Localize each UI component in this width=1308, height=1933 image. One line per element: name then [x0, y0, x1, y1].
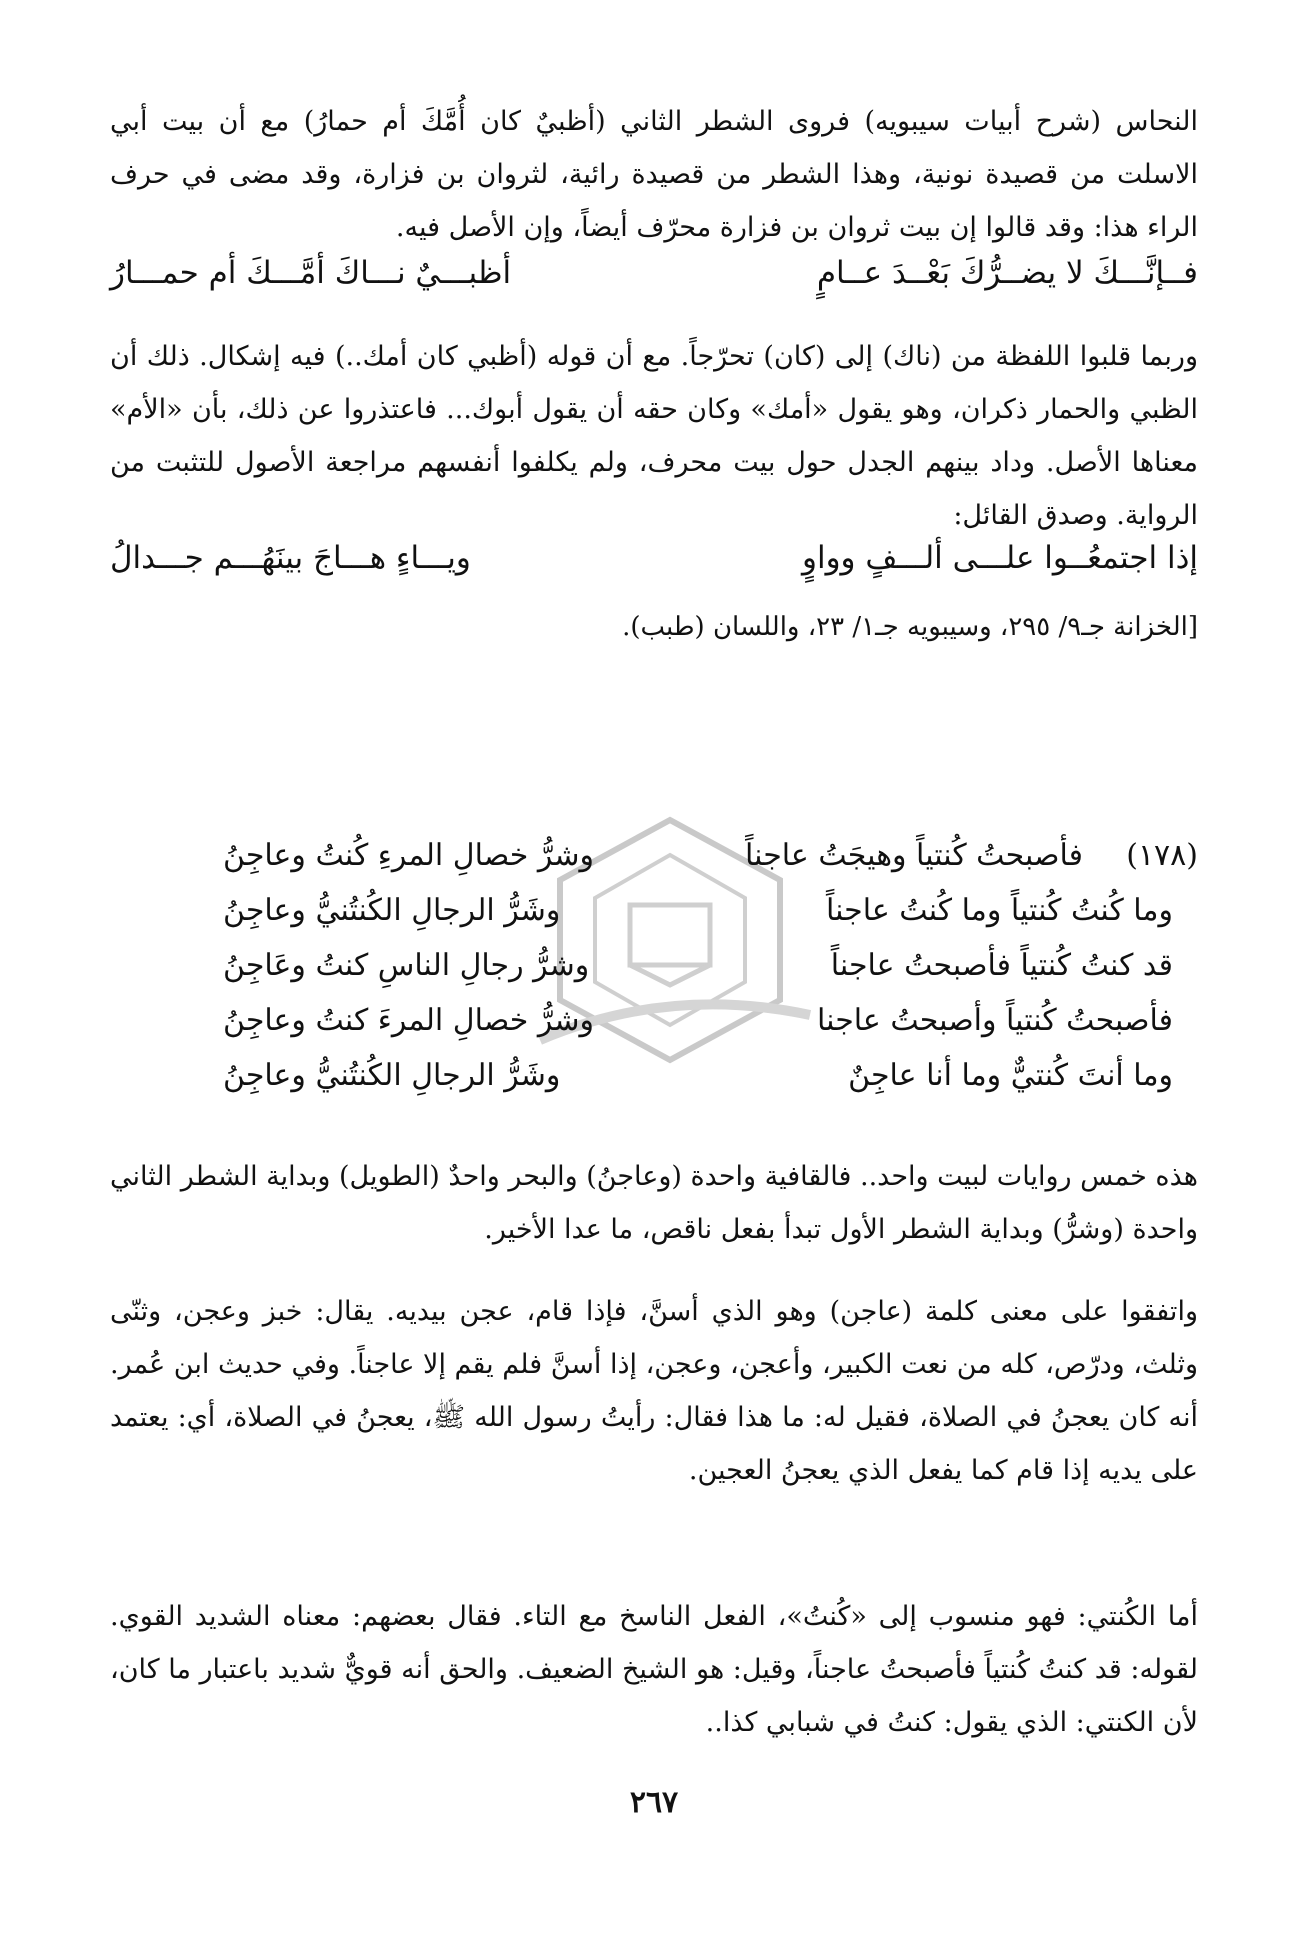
paragraph-commentary-text: وربما قلبوا اللفظة من (ناك) إلى (كان) تحرّجاً. مع أن قوله (أظبي كان أمك..) فيه إشكال. ذلك أن الظبي والحمار ذكران، وهو يقول «أمك» وكان حقه أن يقول أبوك... فاعتذروا عن ذلك، بأن «الأم» معناها الأصل. وداد بينهم الجدل حول بيت محرف، ولم يكلفوا أنفسهم مراجعة الأصول للتثبت من الرواية. وصدق القائل:: [110, 341, 1198, 531]
poem-line-first-hemistich: قد كنتُ كُنتياً فأصبحتُ عاجناً: [830, 948, 1173, 983]
poem-line: [223, 948, 1173, 1000]
poem-line-first-hemistich: وما كُنتُ كُنتياً وما كُنتُ عاجناً: [825, 893, 1173, 928]
poem-line-second-hemistich: وشرُّ خصالِ المرءِ كُنتُ وعاجِنُ: [223, 838, 595, 873]
paragraph-meaning-kunti: [110, 1590, 1198, 1749]
verse-one-second-hemistich: أظبـــيٌ نـــاكَ أمَّـــكَ أم حمـــارُ: [110, 255, 512, 291]
poem-line: [223, 1003, 1173, 1055]
paragraph-meaning-ajin: [110, 1285, 1198, 1497]
paragraph-commentary: [110, 330, 1198, 542]
paragraph-versions-text: هذه خمس روايات لبيت واحد.. فالقافية واحدة (وعاجنُ) والبحر واحدٌ (الطويل) وبداية الشطر الثاني واحدة (وشرُّ) وبداية الشطر الأول تبدأ بفعل ناقص، ما عدا الأخير.: [110, 1161, 1198, 1245]
paragraph-versions: [110, 1150, 1198, 1256]
poem-line-second-hemistich: وشَرُّ الرجالِ الكُنتُنيُّ وعاجِنُ: [223, 893, 561, 928]
poem-line-first-hemistich: وما أنتَ كُنتيٌّ وما أنا عاجِنٌ: [848, 1058, 1173, 1093]
verse-two-second-hemistich: ويـــاءٍ هـــاجَ بينَهُـــم جـــدالُ: [110, 540, 471, 576]
paragraph-meaning-ajin-text: واتفقوا على معنى كلمة (عاجن) وهو الذي أسنَّ، فإذا قام، عجن بيديه. يقال: خبز وعجن، وثنّى وثلث، ودرّص، كله من نعت الكبير، وأعجن، وعجن، إذا أسنَّ فلم يقم إلا عاجناً. وفي حديث ابن عُمر. أنه كان يعجنُ في الصلاة، فقيل له: ما هذا فقال: رأيتُ رسول الله ﷺ، يعجنُ في الصلاة، أي: يعتمد على يديه إذا قام كما يفعل الذي يعجنُ العجين.: [110, 1296, 1198, 1486]
poem-line-first-hemistich: فأصبحتُ كُنتياً وأصبحتُ عاجنا: [817, 1003, 1173, 1038]
verse-two-first-hemistich: إذا اجتمعُــوا علـــى ألـــفٍ وواوٍ: [801, 540, 1198, 576]
verse-one-first-hemistich: فــإنَّـــكَ لا يضــرُّكَ بَعْــدَ عــامٍ: [816, 255, 1198, 291]
paragraph-intro-text: النحاس (شرح أبيات سيبويه) فروى الشطر الثاني (أظبيٌ كان أُمَّكَ أم حمارُ) مع أن بيت أبي الاسلت من قصيدة نونية، وهذا الشطر من قصيدة رائية، لثروان بن فزارة، وقد مضى في حرف الراء هذا: وقد قالوا إن بيت ثروان بن فزارة محرّف أيضاً، وإن الأصل فيه.: [110, 106, 1198, 243]
paragraph-intro: [110, 95, 1198, 254]
poem-line-first-hemistich: فأصبحتُ كُنتياً وهيجَتُ عاجناً: [745, 838, 1083, 873]
poem-line: [223, 1058, 1173, 1110]
poem-line: [223, 893, 1173, 945]
source-reference: [الخزانة جـ٩/ ٢٩٥، وسيبويه جـ١/ ٢٣، واللسان (طبب).: [622, 612, 1198, 642]
verse-one: [110, 255, 1198, 315]
poem-line: [223, 838, 1083, 890]
poem-line-second-hemistich: وشرُّ رجالِ الناسِ كنتُ وعَاجِنُ: [223, 948, 590, 983]
poem-line-second-hemistich: وشرُّ خصالِ المرءَ كنتُ وعاجِنُ: [223, 1003, 595, 1038]
page-number: ٢٦٧: [629, 1785, 679, 1820]
verse-two: [110, 540, 1198, 600]
poem-line-second-hemistich: وشَرُّ الرجالِ الكُنتُنيُّ وعاجِنُ: [223, 1058, 561, 1093]
paragraph-meaning-kunti-text: أما الكُنتي: فهو منسوب إلى «كُنتُ»، الفعل الناسخ مع التاء. فقال بعضهم: معناه الشديد القوي. لقوله: قد كنتُ كُنتياً فأصبحتُ عاجناً، وقيل: هو الشيخ الضعيف. والحق أنه قويٌّ شديد باعتبار ما كان، لأن الكنتي: الذي يقول: كنتُ في شبابي كذا..: [110, 1601, 1198, 1738]
poem-number: (١٧٨): [1126, 838, 1198, 873]
